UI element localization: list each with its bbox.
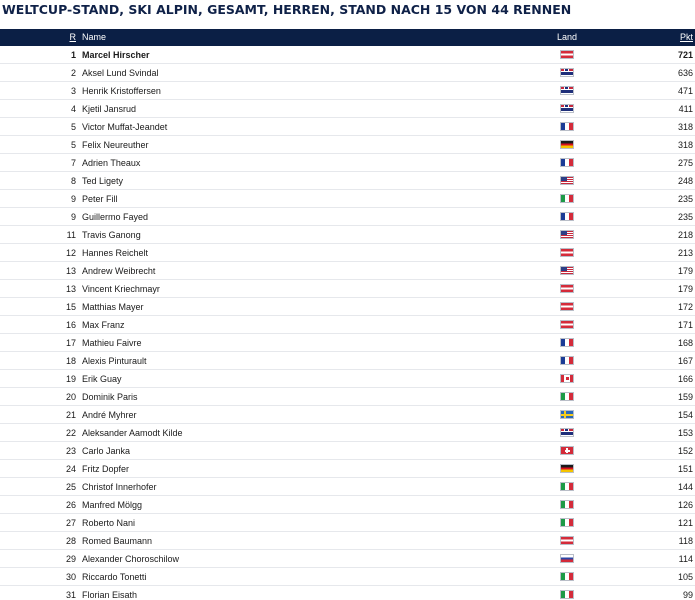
austria-flag-icon <box>560 302 574 311</box>
france-flag-icon <box>560 158 574 167</box>
table-row <box>0 424 695 442</box>
row-rank: 13 <box>65 266 76 276</box>
table-body <box>0 46 695 600</box>
france-flag-icon <box>560 338 574 347</box>
row-athlete-name: Max Franz <box>82 320 125 330</box>
row-points: 172 <box>677 302 693 312</box>
france-flag-icon <box>560 356 574 365</box>
italy-flag-icon <box>560 392 574 401</box>
row-points: 167 <box>677 356 693 366</box>
row-rank: 7 <box>70 158 76 168</box>
row-points: 151 <box>677 464 693 474</box>
row-athlete-name: Ted Ligety <box>82 176 124 186</box>
row-points: 168 <box>677 338 693 348</box>
row-athlete-name: Felix Neureuther <box>82 140 149 150</box>
table-row <box>0 334 695 352</box>
france-flag-icon <box>560 122 574 131</box>
row-points: 159 <box>677 392 693 402</box>
table-row <box>0 46 695 64</box>
canada-flag-icon <box>560 374 574 383</box>
row-points: 248 <box>677 176 693 186</box>
standings-table <box>0 29 695 600</box>
row-points: 99 <box>682 590 693 600</box>
table-row <box>0 190 695 208</box>
row-rank: 30 <box>65 572 76 582</box>
row-athlete-name: Adrien Theaux <box>82 158 141 168</box>
row-points: 179 <box>677 266 693 276</box>
row-rank: 4 <box>70 104 76 114</box>
italy-flag-icon <box>560 482 574 491</box>
norway-flag-icon <box>560 104 574 113</box>
row-rank: 8 <box>70 176 76 186</box>
norway-flag-icon <box>560 68 574 77</box>
italy-flag-icon <box>560 500 574 509</box>
row-rank: 9 <box>70 194 76 204</box>
row-points: 153 <box>677 428 693 438</box>
row-rank: 26 <box>65 500 76 510</box>
row-athlete-name: Marcel Hirscher <box>82 50 150 60</box>
austria-flag-icon <box>560 248 574 257</box>
row-athlete-name: Dominik Paris <box>82 392 138 402</box>
row-points: 218 <box>677 230 693 240</box>
row-athlete-name: Peter Fill <box>82 194 118 204</box>
table-row <box>0 136 695 154</box>
row-athlete-name: Kjetil Jansrud <box>82 104 137 114</box>
row-athlete-name: Aksel Lund Svindal <box>82 68 159 78</box>
row-rank: 25 <box>65 482 76 492</box>
table-row <box>0 388 695 406</box>
table-row <box>0 352 695 370</box>
switzerland-flag-icon <box>560 446 574 455</box>
table-row <box>0 298 695 316</box>
table-header <box>0 29 695 46</box>
row-athlete-name: Roberto Nani <box>82 518 136 528</box>
row-athlete-name: Matthias Mayer <box>82 302 144 312</box>
table-row <box>0 82 695 100</box>
row-rank: 15 <box>65 302 76 312</box>
row-rank: 29 <box>65 554 76 564</box>
table-row <box>0 568 695 586</box>
row-rank: 27 <box>65 518 76 528</box>
row-rank: 22 <box>65 428 76 438</box>
row-athlete-name: Andrew Weibrecht <box>82 266 156 276</box>
row-athlete-name: Mathieu Faivre <box>82 338 142 348</box>
italy-flag-icon <box>560 572 574 581</box>
row-rank: 1 <box>70 50 76 60</box>
sweden-flag-icon <box>560 410 574 419</box>
table-row <box>0 172 695 190</box>
table-row <box>0 226 695 244</box>
row-points: 275 <box>677 158 693 168</box>
row-athlete-name: Carlo Janka <box>82 446 131 456</box>
row-rank: 16 <box>65 320 76 330</box>
usa-flag-icon <box>560 230 574 239</box>
header-land: Land <box>556 32 578 42</box>
table-row <box>0 478 695 496</box>
austria-flag-icon <box>560 50 574 59</box>
row-points: 318 <box>677 140 693 150</box>
row-rank: 2 <box>70 68 76 78</box>
austria-flag-icon <box>560 320 574 329</box>
table-row <box>0 514 695 532</box>
france-flag-icon <box>560 212 574 221</box>
row-athlete-name: Henrik Kristoffersen <box>82 86 161 96</box>
row-athlete-name: Manfred Mölgg <box>82 500 143 510</box>
row-rank: 5 <box>70 140 76 150</box>
row-points: 114 <box>678 554 693 564</box>
row-athlete-name: Erik Guay <box>82 374 122 384</box>
row-rank: 28 <box>65 536 76 546</box>
row-points: 636 <box>677 68 693 78</box>
italy-flag-icon <box>560 590 574 599</box>
usa-flag-icon <box>560 176 574 185</box>
table-row <box>0 118 695 136</box>
table-row <box>0 532 695 550</box>
row-points: 411 <box>678 104 693 114</box>
header-rank[interactable]: R <box>69 32 76 42</box>
row-points: 126 <box>677 500 693 510</box>
table-row <box>0 208 695 226</box>
row-points: 171 <box>677 320 693 330</box>
austria-flag-icon <box>560 284 574 293</box>
row-rank: 18 <box>65 356 76 366</box>
italy-flag-icon <box>560 518 574 527</box>
row-points: 105 <box>677 572 693 582</box>
germany-flag-icon <box>560 464 574 473</box>
row-points: 121 <box>677 518 693 528</box>
table-row <box>0 496 695 514</box>
row-rank: 24 <box>65 464 76 474</box>
germany-flag-icon <box>560 140 574 149</box>
row-rank: 13 <box>65 284 76 294</box>
row-athlete-name: Florian Eisath <box>82 590 138 600</box>
row-rank: 12 <box>65 248 76 258</box>
row-rank: 21 <box>65 410 76 420</box>
row-athlete-name: Guillermo Fayed <box>82 212 149 222</box>
row-athlete-name: Aleksander Aamodt Kilde <box>82 428 183 438</box>
row-rank: 23 <box>65 446 76 456</box>
row-points: 179 <box>677 284 693 294</box>
row-athlete-name: Christof Innerhofer <box>82 482 157 492</box>
row-points: 152 <box>677 446 693 456</box>
table-row <box>0 370 695 388</box>
norway-flag-icon <box>560 86 574 95</box>
table-row <box>0 550 695 568</box>
table-row <box>0 154 695 172</box>
row-rank: 3 <box>70 86 76 96</box>
table-row <box>0 316 695 334</box>
row-rank: 11 <box>66 230 76 240</box>
row-points: 213 <box>677 248 693 258</box>
row-points: 471 <box>677 86 693 96</box>
row-rank: 5 <box>70 122 76 132</box>
row-points: 166 <box>677 374 693 384</box>
row-points: 318 <box>677 122 693 132</box>
header-points[interactable]: Pkt <box>679 32 693 42</box>
row-points: 118 <box>678 536 693 546</box>
row-points: 721 <box>677 50 693 60</box>
row-athlete-name: Vincent Kriechmayr <box>82 284 160 294</box>
table-row <box>0 100 695 118</box>
table-row <box>0 280 695 298</box>
row-athlete-name: Victor Muffat-Jeandet <box>82 122 168 132</box>
row-athlete-name: Alexis Pinturault <box>82 356 147 366</box>
row-athlete-name: Hannes Reichelt <box>82 248 149 258</box>
table-row <box>0 262 695 280</box>
table-row <box>0 406 695 424</box>
row-athlete-name: Travis Ganong <box>82 230 141 240</box>
page-title: WELTCUP-STAND, SKI ALPIN, GESAMT, HERREN, STAND NACH 15 VON 44 RENNEN <box>2 2 572 17</box>
row-rank: 31 <box>65 590 76 600</box>
russia-flag-icon <box>560 554 574 563</box>
norway-flag-icon <box>560 428 574 437</box>
austria-flag-icon <box>560 536 574 545</box>
row-points: 154 <box>677 410 693 420</box>
row-athlete-name: Romed Baumann <box>82 536 153 546</box>
row-rank: 19 <box>65 374 76 384</box>
row-athlete-name: Alexander Choroschilow <box>82 554 180 564</box>
table-row <box>0 586 695 600</box>
row-athlete-name: Riccardo Tonetti <box>82 572 147 582</box>
row-points: 144 <box>677 482 693 492</box>
usa-flag-icon <box>560 266 574 275</box>
table-row <box>0 64 695 82</box>
italy-flag-icon <box>560 194 574 203</box>
row-points: 235 <box>677 194 693 204</box>
row-rank: 17 <box>65 338 76 348</box>
row-athlete-name: Fritz Dopfer <box>82 464 130 474</box>
row-rank: 20 <box>65 392 76 402</box>
row-rank: 9 <box>70 212 76 222</box>
table-row <box>0 244 695 262</box>
header-name: Name <box>82 32 107 42</box>
table-row <box>0 460 695 478</box>
row-athlete-name: André Myhrer <box>82 410 137 420</box>
table-row <box>0 442 695 460</box>
row-points: 235 <box>677 212 693 222</box>
